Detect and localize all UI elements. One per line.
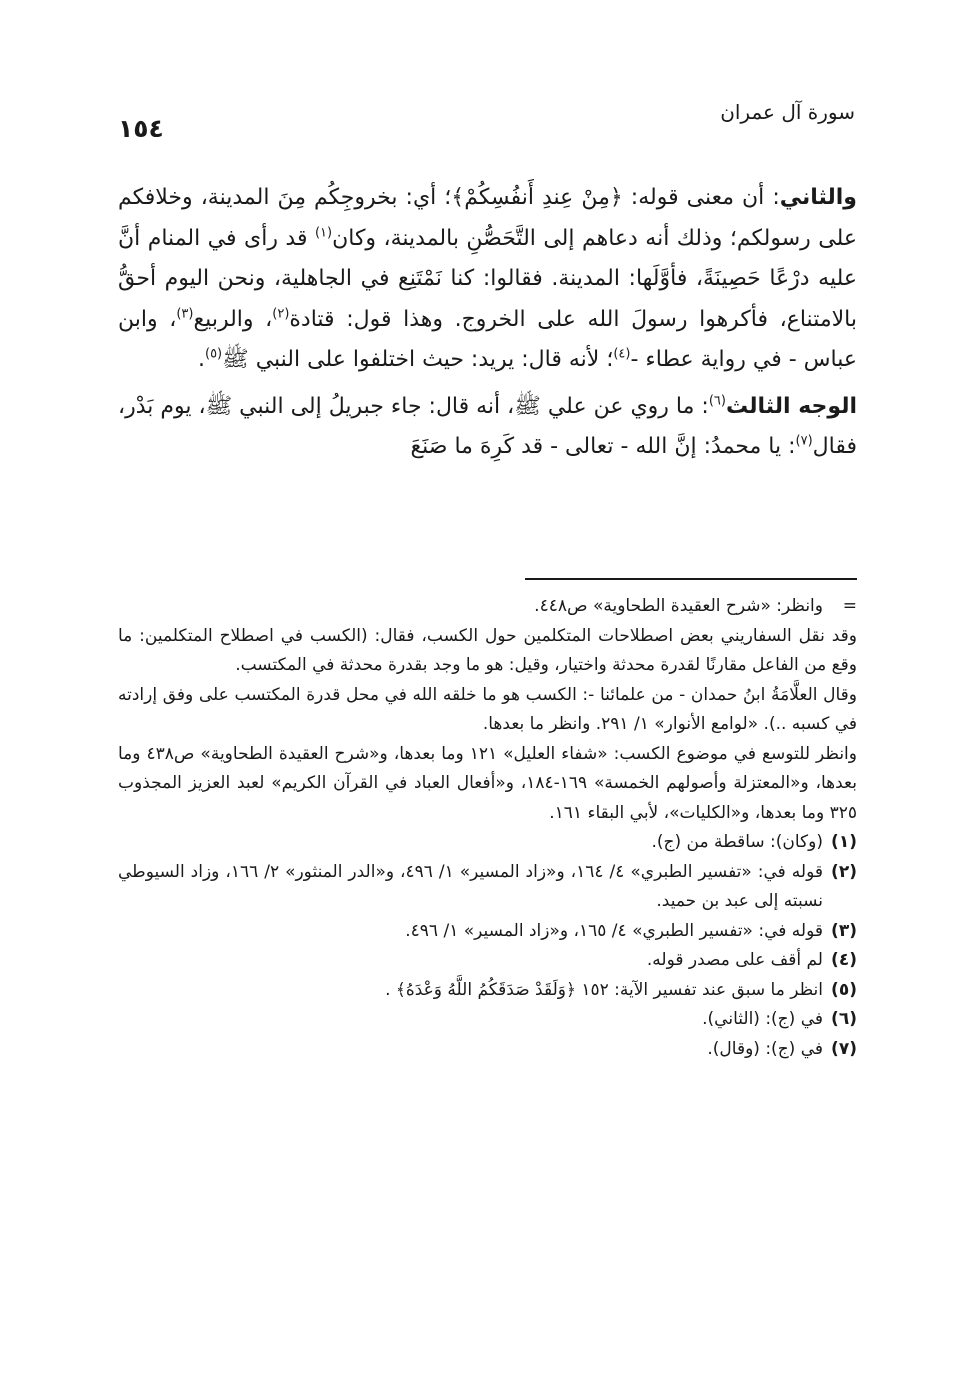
page-header: [118, 100, 855, 143]
text-run: : يا محمدُ: إنَّ الله - تعالى - قد كَرِهَ ما صَنَعَ: [410, 434, 796, 459]
footnote-paragraph: وقال العلَّامَةُ ابنُ حمدان - من علمائنا -: الكسب هو ما خلقه الله في محل قدرة المكتسب على وفق إرادته في كسبه ..). «لوامع الأنوار» ١/ ٢٩١. وانظر ما بعدها.: [118, 684, 857, 734]
footnote-item: [118, 1035, 857, 1065]
footnote-number: (٣): [831, 920, 857, 941]
quran-quote: ﴿مِنْ عِندِ أَنفُسِكُمْ﴾: [451, 185, 623, 210]
footnote-item: [118, 858, 857, 917]
continuation-marker: =: [842, 596, 857, 616]
text-run: : أن معنى قوله:: [622, 185, 780, 210]
text-run: ، وابن عباس - في رواية عطاء -: [118, 306, 857, 372]
footnote-item: [118, 976, 857, 1006]
footnote-ref: (٣): [176, 306, 194, 322]
footnote-number: (٤): [831, 950, 857, 970]
text-run: ؛ أي: بخروجِكُم مِنَ المدينة، وخلافكم على رسولكم؛ وذلك أنه دعاهم إلى التَّحَصُّنِ بالمدينة، وكان: [118, 185, 858, 251]
footnote-number: (١): [831, 832, 857, 852]
text-run: ؛ لأنه قال: يريد: حيث اختلفوا على النبي ﷺ: [222, 347, 614, 372]
footnotes: [118, 592, 857, 1064]
paragraph-lead: والثاني: [779, 185, 857, 210]
footnote-paragraph: وقد نقل السفاريني بعض اصطلاحات المتكلمين حول الكسب، فقال: (الكسب في اصطلاح المتكلمين: ما وقع من الفاعل مقارنًا لقدرة محدثة واختيار، وقيل: هو ما وجد بقدرة محدثة في المكتسب.: [118, 625, 857, 675]
text-run: قد رأى في المنام أنَّ عليه درْعًا حَصِينَةً، فأوَّلَها: المدينة. فقالوا: كنا نَمْتَنِع في الجاهلية، ونحن اليوم أحقُّ بالامتناع، فأكرهوا رسولَ الله على الخروج. وهذا قول: قتادة: [118, 225, 857, 332]
footnote-separator: [525, 578, 857, 580]
footnote-paragraph: وانظر للتوسع في موضوع الكسب: «شفاء العليل» ١٢١ وما بعدها، و«شرح العقيدة الطحاوية» ص٤٣٨ وما بعدها، و«المعتزلة وأصولهم الخمسة» ١٦٩-١٨٤، و«أفعال العباد في القرآن الكريم» لعبد العزيز المجذوب ٣٢٥ وما بعدها، و«الكليات»، لأبي البقاء ١٦١.: [118, 743, 857, 823]
footnote-text: قوله في: «تفسير الطبري» ٤/ ١٦٤، و«زاد المسير» ١/ ٤٩٦، و«الدر المنثور» ٢/ ١٦٦، وزاد السيوطي نسبته إلى عبد بن حميد.: [118, 861, 823, 911]
footnote-item: [118, 1005, 857, 1035]
footnote-ref: (٦): [708, 393, 726, 409]
text-run: .: [197, 347, 205, 372]
paragraph-lead: الوجه الثالث: [725, 393, 857, 419]
footnote-ref: (٧): [795, 433, 813, 449]
paragraph-third-aspect: [118, 387, 857, 468]
footnote-ref: (١): [314, 225, 333, 241]
footnote-ref: (٥): [204, 346, 223, 362]
footnote-ref: (٢): [272, 306, 290, 322]
footnote-item: [118, 917, 857, 947]
paragraph-second-meaning: [118, 178, 857, 381]
footnote-text: (وكان): ساقطة من (ج).: [651, 832, 823, 852]
footnote-number: (٢): [831, 861, 857, 882]
footnote-item: [118, 946, 857, 976]
footnote-line: وانظر: «شرح العقيدة الطحاوية» ص٤٤٨.: [534, 596, 823, 616]
running-title: سورة آل عمران: [720, 100, 855, 124]
footnote-number: (٦): [831, 1009, 857, 1029]
footnote-ref: (٤): [613, 346, 631, 362]
main-text: [118, 178, 857, 468]
footnote-text: انظر ما سبق عند تفسير الآية: ١٥٢ ﴿وَلَقَدْ صَدَقَكُمُ اللَّهُ وَعْدَهُ﴾ .: [385, 979, 823, 1000]
footnote-number: (٧): [831, 1038, 857, 1059]
page-number: ١٥٤: [118, 114, 164, 143]
continued-footnote: [118, 592, 857, 622]
footnote-item: [118, 828, 857, 858]
footnote-text: قوله في: «تفسير الطبري» ٤/ ١٦٥، و«زاد المسير» ١/ ٤٩٦.: [405, 920, 823, 941]
text-run: ، والربيع: [193, 306, 273, 332]
footnote-text: في (ج): (وقال).: [707, 1038, 823, 1059]
footnote-text: في (ج): (الثاني).: [702, 1009, 823, 1029]
footnote-text: لم أقف على مصدر قوله.: [646, 950, 823, 970]
text-run: : ما روي عن علي ﷺ، أنه قال: جاء جبريلُ إلى النبي ﷺ، يوم بَدْر، فقال: [118, 393, 857, 459]
footnote-number: (٥): [831, 979, 857, 1000]
